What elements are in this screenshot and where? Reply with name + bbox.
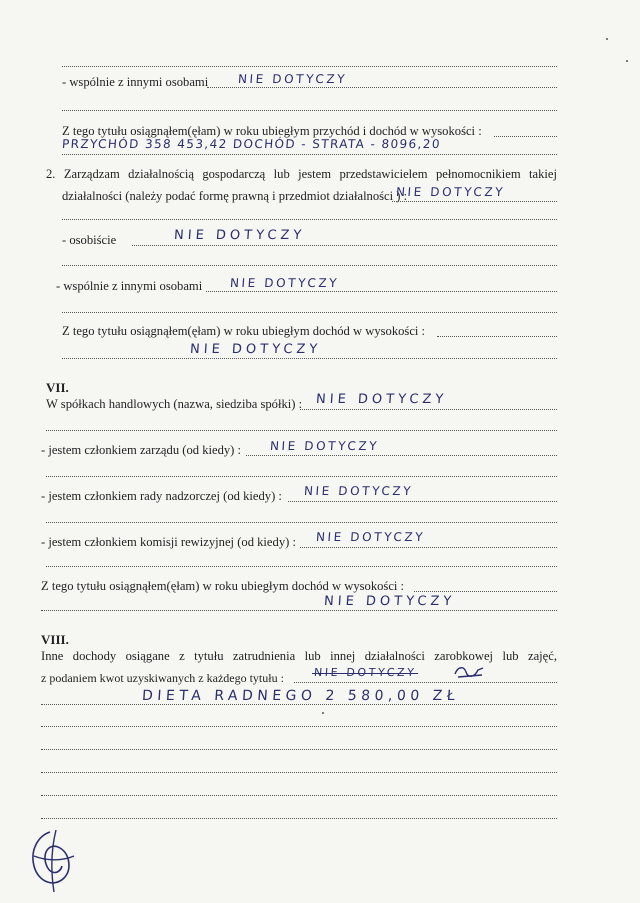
dotted-line [46, 430, 557, 431]
dotted-line [41, 726, 557, 727]
dotted-line [300, 547, 557, 548]
dotted-line [41, 818, 557, 819]
handwritten-item2-value: NIE DOTYCZY [395, 185, 506, 199]
dotted-line [132, 245, 557, 246]
dotted-line [392, 201, 557, 202]
dotted-line [62, 358, 557, 359]
board-label: - jestem członkiem zarządu (od kiedy) : [41, 443, 242, 457]
joint-label: - wspólnie z innymi osobami [62, 75, 209, 89]
handwritten-income-value: PRZYCHÓD 358 453,42 DOCHÓD - STRATA - 8096,20 [61, 137, 442, 151]
income-vii-label: Z tego tytułu osiągnąłem(ęłam) w roku ubiegłym dochód w wysokości : [41, 579, 405, 593]
dotted-line [46, 476, 557, 477]
section-viii-heading: VIII. [41, 632, 69, 647]
item2-line2: działalności (należy podać formę prawną i przedmiot działalności ) : [62, 189, 408, 203]
dotted-line [41, 610, 557, 611]
personal-label: - osobiście [62, 233, 117, 247]
handwritten-viii-value: DIETA RADNEGO 2 580,00 ZŁ [141, 688, 460, 704]
dotted-line [62, 110, 557, 111]
handwritten-joint2-value: NIE DOTYCZY [229, 276, 340, 290]
income2-label: Z tego tytułu osiągnąłem(ęłam) w roku ubiegłym dochód w wysokości : [62, 324, 426, 338]
dotted-line [46, 522, 557, 523]
signature [20, 826, 80, 896]
joint2-label: - wspólnie z innymi osobami [56, 279, 203, 293]
viii-line2: z podaniem kwot uzyskiwanych z każdego tytułu : [41, 671, 284, 685]
dotted-line [246, 455, 557, 456]
initials-mark [452, 664, 486, 680]
scan-speck [606, 38, 608, 40]
dotted-line [300, 409, 557, 410]
dotted-line [437, 336, 557, 337]
dotted-line [414, 591, 557, 592]
dotted-line [62, 219, 557, 220]
handwritten-audit-value: NIE DOTYCZY [315, 530, 426, 544]
dotted-line [62, 265, 557, 266]
item2-line1: 2. Zarządzam działalnością gospodarczą lub jestem przedstawicielem pełnomocnikiem takiej [46, 167, 557, 181]
audit-label: - jestem członkiem komisji rewizyjnej (od kiedy) : [41, 535, 296, 549]
ink-dot [322, 712, 324, 714]
dotted-line [62, 312, 557, 313]
handwritten-supervisory-value: NIE DOTYCZY [303, 484, 414, 498]
section-vii-heading: VII. [46, 380, 69, 395]
handwritten-companies-value: NIE DOTYCZY [315, 392, 448, 407]
handwritten-personal-value: NIE DOTYCZY [173, 228, 306, 243]
handwritten-joint-value: NIE DOTYCZY [237, 72, 348, 86]
supervisory-label: - jestem członkiem rady nadzorczej (od kiedy) : [41, 489, 282, 503]
handwritten-income2-value: NIE DOTYCZY [189, 342, 322, 357]
handwritten-struck-value: NIE DOTYCZY [313, 666, 417, 679]
viii-line1: Inne dochody osiągane z tytułu zatrudnienia lub innej działalności zarobkowej lub zajęć, [41, 649, 557, 663]
handwritten-board-value: NIE DOTYCZY [269, 439, 380, 453]
dotted-line [46, 566, 557, 567]
strike-through [312, 673, 418, 674]
dotted-line [62, 66, 557, 67]
income-label: Z tego tytułu osiągnąłem(ęłam) w roku ubiegłym przychód i dochód w wysokości : [62, 124, 482, 138]
dotted-line [294, 682, 557, 683]
dotted-line [41, 772, 557, 773]
dotted-line [207, 87, 557, 88]
dotted-line [41, 749, 557, 750]
scan-speck [626, 60, 628, 62]
dotted-line [288, 501, 557, 502]
handwritten-income-vii-value: NIE DOTYCZY [323, 594, 456, 609]
dotted-line [41, 795, 557, 796]
dotted-line [62, 154, 557, 155]
dotted-line [206, 291, 557, 292]
dotted-line [494, 136, 557, 137]
companies-label: W spółkach handlowych (nazwa, siedziba spółki) : [46, 397, 303, 411]
dotted-line [41, 704, 557, 705]
